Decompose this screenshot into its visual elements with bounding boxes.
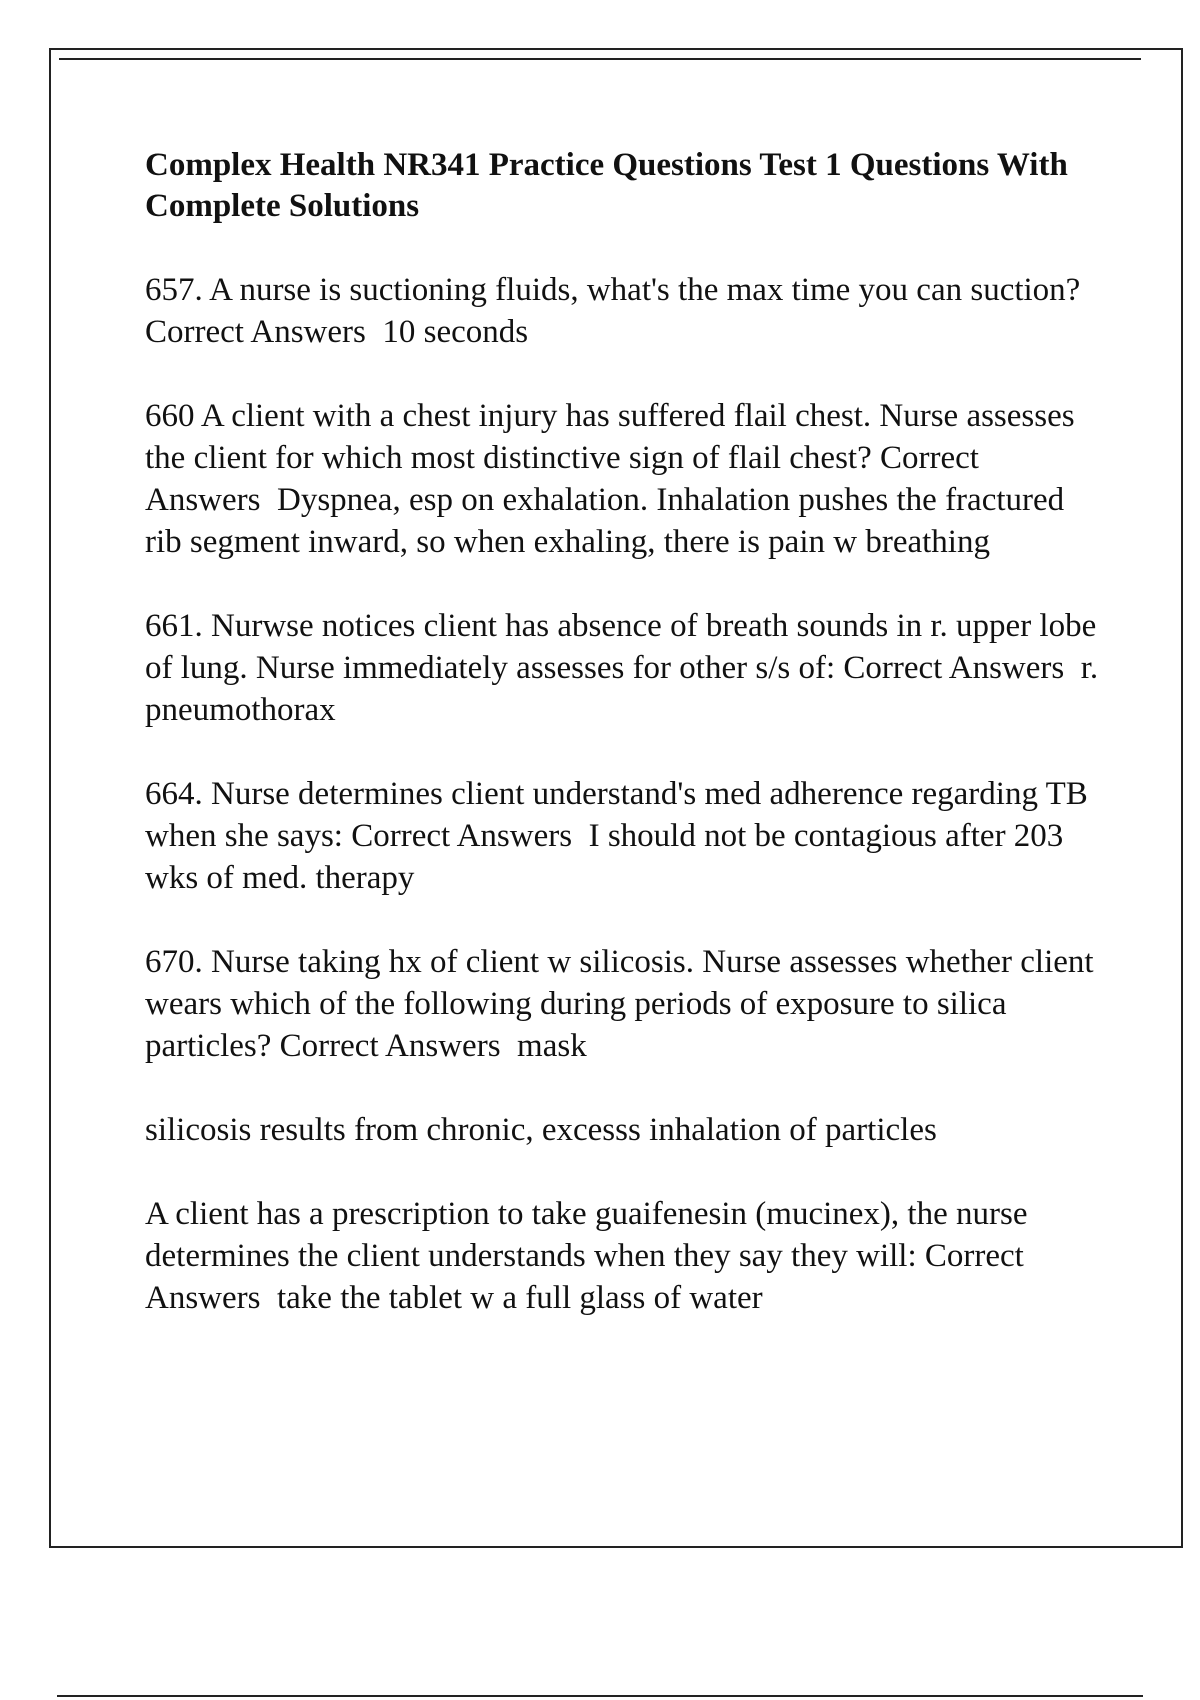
top-rule xyxy=(59,58,1141,60)
question-guaifenesin: A client has a prescription to take guaifenesin (mucinex), the nurse determines the client understands when they say they will: Correct Answers take the tablet w a full glass of water xyxy=(145,1196,1036,1316)
document-title: Complex Health NR341 Practice Questions Test 1 Questions With Complete Solutions xyxy=(145,147,1068,224)
question-661: 661. Nurwse notices client has absence of breath sounds in r. upper lobe of lung. Nurse immediately assesses for other s/s of: Correct Answers r. pneumothorax xyxy=(145,608,1107,728)
question-664: 664. Nurse determines client understand's med adherence regarding TB when she says: Correct Answers I should not be contagious after 203 wks of med. therapy xyxy=(145,776,1097,896)
silicosis-note: silicosis results from chronic, excesss inhalation of particles xyxy=(145,1112,937,1148)
question-660: 660 A client with a chest injury has suffered flail chest. Nurse assesses the client for which most distinctive sign of flail chest? Correct Answers Dyspnea, esp on exhalation. Inhalation pushes the fractured rib segment inward, so when exhaling, there is pain w breathing xyxy=(145,398,1083,560)
document-body xyxy=(145,145,1107,1361)
question-657: 657. A nurse is suctioning fluids, what's the max time you can suction? Correct Answers 10 seconds xyxy=(145,272,1089,350)
question-670: 670. Nurse taking hx of client w silicosis. Nurse assesses whether client wears which of the following during periods of exposure to silica particles? Correct Answers mask xyxy=(145,944,1102,1064)
bottom-rule xyxy=(57,1695,1143,1697)
